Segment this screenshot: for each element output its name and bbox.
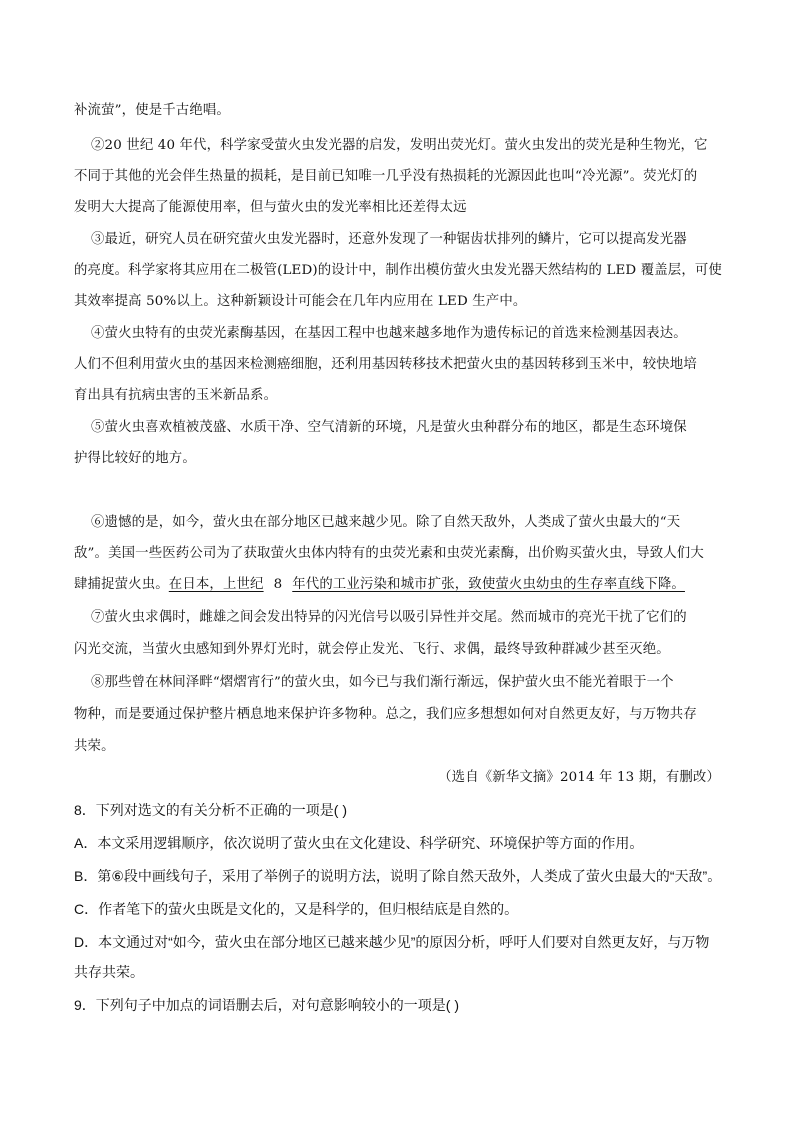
paragraph-7-line-2: 闪光交流，当萤火虫感知到外界灯光时，就会停止发光、飞行、求偶，最终导致种群减少甚至灭绝。 (74, 642, 670, 657)
question-8-option-d-line-1: D．本文通过对“如今，萤火虫在部分地区已越来越少见”的原因分析，呼吁人们要对自然更友好，与万物 (74, 934, 710, 950)
paragraph-4-line-2: 人们不但利用萤火虫的基因来检测癌细胞，还利用基因转移技术把萤火虫的基因转移到玉米中，较快地培 (74, 357, 697, 372)
paragraph-6-line-3-normal: 肆捕捉萤火虫。 (74, 577, 169, 592)
paragraph-6-line-2: 敌”。美国一些医药公司为了获取萤火虫体内特有的虫荧光素和虫荧光素酶，出价购买萤火虫，导致人们大 (74, 546, 704, 561)
paragraph-8-line-3: 共荣。 (74, 739, 115, 754)
paragraph-3-line-2: 的亮度。科学家将其应用在二极管(LED)的设计中，制作出模仿萤火虫发光器天然结构的 LED 覆盖层，可使 (74, 263, 722, 278)
question-9-stem: 9．下列句子中加点的词语删去后，对句意影响较小的一项是( ) (74, 997, 459, 1013)
question-8-stem: 8．下列对选文的有关分析不正确的一项是( ) (74, 802, 347, 818)
paragraph-5-line-2: 护得比较好的地方。 (74, 451, 196, 466)
paragraph-2-line-1: ②20 世纪 40 年代，科学家受萤火虫发光器的启发，发明出荧光灯。萤火虫发出的荧光是种生物光，它 (91, 138, 708, 153)
paragraph-6-line-3 (74, 575, 720, 595)
underlined-sentence-number: 8 (273, 577, 283, 592)
underlined-sentence (169, 577, 685, 592)
question-8-option-d-line-2: 共存共荣。 (74, 964, 144, 980)
paragraph-7-line-1: ⑦萤火虫求偶时，雌雄之间会发出特异的闪光信号以吸引异性并交尾。然而城市的亮光干扰了它们的 (91, 610, 687, 625)
paragraph-4-line-3: 育出具有抗病虫害的玉米新品系。 (74, 388, 278, 403)
source-citation: （选自《新华文摘》2014 年 13 期，有删改） (438, 770, 720, 785)
question-8-option-b: B．第⑥段中画线句子，采用了举例子的说明方法，说明了除自然天敌外，人类成了萤火虫最大的“天敌”。 (74, 868, 722, 884)
underlined-sentence-part-1: 在日本，上世纪 (168, 577, 264, 592)
question-8-option-a: A．本文采用逻辑顺序，依次说明了萤火虫在文化建设、科学研究、环境保护等方面的作用。 (74, 835, 644, 851)
paragraph-6-line-1: ⑥遗憾的是，如今，萤火虫在部分地区已越来越少见。除了自然天敌外，人类成了萤火虫最大的“天 (91, 515, 681, 530)
paragraph-5-line-1: ⑤萤火虫喜欢植被茂盛、水质干净、空气清新的环境，凡是萤火虫种群分布的地区，都是生态环境保 (91, 420, 687, 435)
question-8-option-c: C．作者笔下的萤火虫既是文化的，又是科学的，但归根结底是自然的。 (74, 901, 519, 917)
paragraph-3-line-3: 其效率提高 50%以上。这种新颖设计可能会在几年内应用在 LED 生产中。 (74, 294, 527, 309)
paragraph-3-line-1: ③最近，研究人员在研究萤火虫发光器时，还意外发现了一种锯齿状排列的鳞片，它可以提高发光器 (91, 232, 687, 247)
paragraph-8-line-2: 物种，而是要通过保护整片栖息地来保护许多物种。总之，我们应多想想如何对自然更友好，与万物共存 (74, 707, 697, 722)
underlined-sentence-part-2: 年代的工业污染和城市扩张，致使萤火虫幼虫的生存率直线下降。 (292, 577, 685, 592)
paragraph-2-line-2: 不同于其他的光会伴生热量的损耗，是目前已知唯一几乎没有热损耗的光源因此也叫“冷光源”。荧光灯的 (74, 169, 698, 184)
paragraph-4-line-1: ④萤火虫特有的虫荧光素酶基因，在基因工程中也越来越多地作为遗传标记的首选来检测基因表达。 (91, 326, 687, 341)
passage-top-line: 补流萤”，使是千古绝唱。 (74, 103, 230, 118)
paragraph-8-line-1: ⑧那些曾在林间泽畔“熠熠宵行”的萤火虫，如今已与我们渐行渐远，保护萤火虫不能光着眼于一个 (91, 675, 674, 690)
paragraph-2-line-3: 发明大大提高了能源使用率，但与萤火虫的发光率相比还差得太远 (74, 200, 467, 215)
